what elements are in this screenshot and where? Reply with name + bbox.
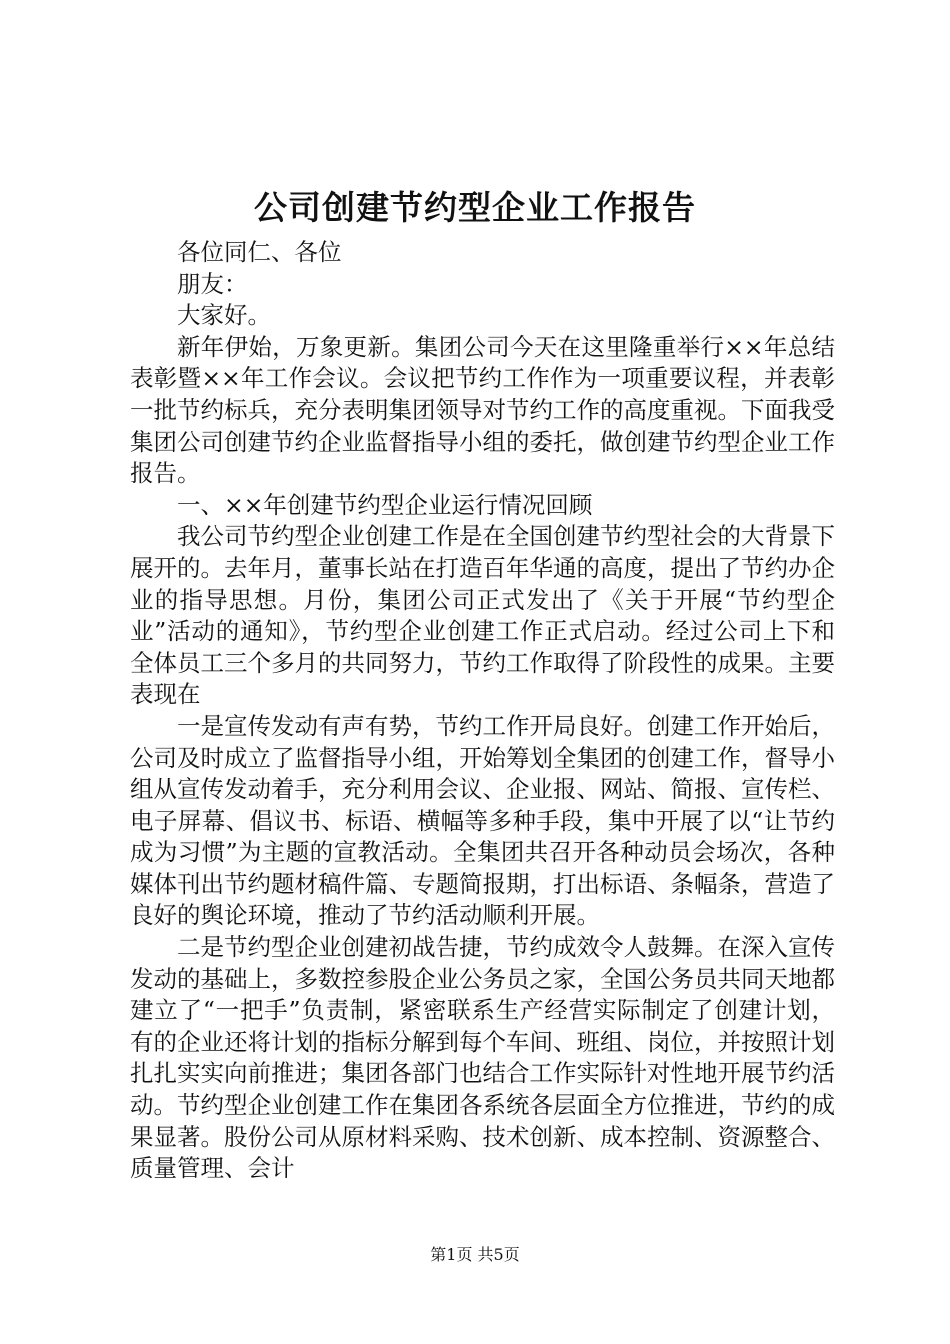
salutation-line-1: 各位同仁、各位 [177,238,342,266]
point-two-paragraph: 二是节约型企业创建初战告捷，节约成效令人鼓舞。在深入宣传发动的基础上，多数控参股企业公务员之家，全国公务员共同天地都建立了“一把手”负责制，紧密联系生产经营实际制定了创建计划，有的企业还将计划的指标分解到每个车间、班组、岗位，并按照计划扎扎实实向前推进；集团各部门也结合工作实际针对性地开展节约活动。节约型企业创建工作在集团各系统各层面全方位推进，节约的成果显著。股份公司从原材料采购、技术创新、成本控制、资源整合、质量管理、会计 [130,933,835,1183]
salutation-line-2: 朋友： [177,269,248,298]
section-heading-1: 一、××年创建节约型企业运行情况回顾 [177,490,593,519]
greeting: 大家好。 [177,301,271,330]
point-one-paragraph: 一是宣传发动有声有势，节约工作开局良好。创建工作开始后，公司及时成立了监督指导小组，开始筹划全集团的创建工作，督导小组从宣传发动着手，充分利用会议、企业报、网站、简报、宣传栏、电子屏幕、倡议书、标语、横幅等多种手段，集中开展了以“让节约成为习惯”为主题的宣教活动。全集团共召开各种动员会场次，各种媒体刊出节约题材稿件篇、专题简报期，打出标语、条幅条，营造了良好的舆论环境，推动了节约活动顺利开展。 [130,711,835,930]
document-title: 公司创建节约型企业工作报告 [254,188,696,227]
document-body [130,237,835,1185]
page-footer: 第1页 共5页 [430,1245,520,1264]
background-paragraph: 我公司节约型企业创建工作是在全国创建节约型社会的大背景下展开的。去年月，董事长站在打造百年华通的高度，提出了节约办企业的指导思想。月份，集团公司正式发出了《关于开展“节约型企业”活动的通知》，节约型企业创建工作正式启动。经过公司上下和全体员工三个多月的共同努力，节约工作取得了阶段性的成果。主要表现在 [130,522,835,709]
intro-paragraph: 新年伊始，万象更新。集团公司今天在这里隆重举行××年总结表彰暨××年工作会议。会议把节约工作作为一项重要议程，并表彰一批节约标兵，充分表明集团领导对节约工作的高度重视。下面我受集团公司创建节约企业监督指导小组的委托，做创建节约型企业工作报告。 [130,332,835,488]
